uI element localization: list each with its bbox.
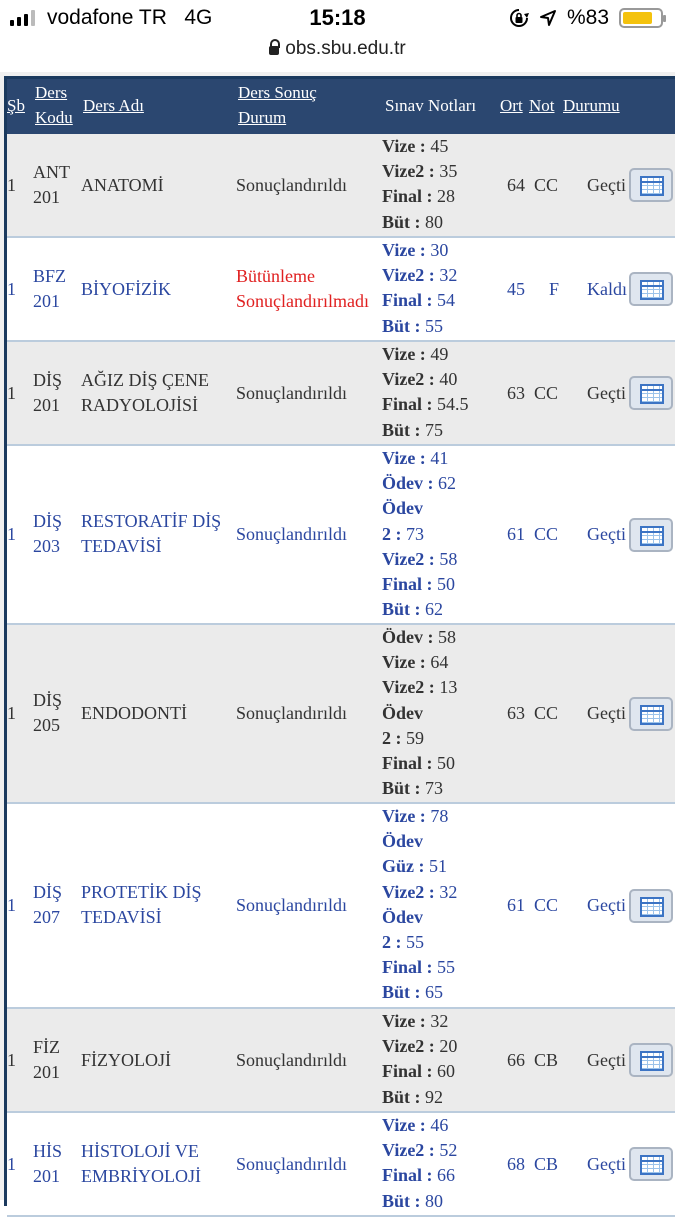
cell-sb: 1 bbox=[7, 703, 16, 723]
grade-label: 2 : bbox=[382, 523, 402, 544]
cell-status: Geçti bbox=[587, 895, 626, 915]
details-table-icon[interactable] bbox=[629, 697, 673, 731]
grade-label: Vize2 : bbox=[382, 1140, 435, 1161]
grade-label: Final : bbox=[382, 1061, 433, 1082]
table-grid-icon bbox=[640, 384, 664, 404]
grade-value: 49 bbox=[430, 344, 449, 364]
grade-label: Büt : bbox=[382, 1086, 421, 1107]
grade-line bbox=[382, 854, 457, 879]
grade-label: Vize : bbox=[382, 344, 426, 364]
cell-course-name[interactable]: BİYOFİZİK bbox=[81, 278, 171, 299]
grade-value: 50 bbox=[437, 574, 456, 595]
table-grid-icon bbox=[640, 897, 664, 917]
cell-code[interactable]: HİS bbox=[33, 1140, 63, 1161]
cell-average: 63 bbox=[507, 703, 525, 723]
cell-course-name-2[interactable]: TEDAVİSİ bbox=[81, 907, 162, 927]
grade-label: Büt : bbox=[382, 315, 421, 336]
grade-label: Vize2 : bbox=[382, 161, 435, 182]
cell-code: ANT bbox=[33, 161, 70, 182]
cell-grades bbox=[382, 446, 457, 622]
grade-label: Ödev : bbox=[382, 627, 434, 647]
cell-result-2: Sonuçlandırılmadı bbox=[236, 290, 369, 311]
grade-label: Final : bbox=[382, 1165, 433, 1186]
cell-average: 45 bbox=[507, 278, 525, 299]
grade-value: 55 bbox=[406, 932, 424, 953]
grade-label: Final : bbox=[382, 753, 433, 774]
grade-line bbox=[382, 625, 457, 650]
grades-table-container bbox=[0, 72, 675, 1211]
grade-line bbox=[382, 288, 457, 313]
cell-code: DİŞ bbox=[33, 369, 63, 390]
grade-line bbox=[382, 880, 457, 905]
grade-line bbox=[382, 263, 457, 288]
cell-code[interactable]: DİŞ bbox=[33, 882, 63, 902]
grade-label: Vize2 : bbox=[382, 677, 435, 698]
header-letter[interactable]: Not bbox=[529, 96, 555, 115]
table-row bbox=[7, 342, 675, 446]
grade-label: Büt : bbox=[382, 778, 421, 799]
details-table-icon[interactable] bbox=[629, 168, 673, 202]
lock-icon bbox=[269, 46, 279, 55]
grade-line bbox=[382, 1138, 457, 1163]
cell-result: Sonuçlandırıldı bbox=[236, 524, 347, 544]
table-body bbox=[7, 134, 675, 1217]
battery-icon bbox=[619, 8, 663, 28]
cell-course-name-2[interactable]: EMBRİYOLOJİ bbox=[81, 1165, 201, 1186]
cell-code: FİZ bbox=[33, 1036, 60, 1057]
header-code-1[interactable]: Ders bbox=[35, 83, 68, 102]
grade-label: Ödev bbox=[382, 906, 424, 927]
grade-line bbox=[382, 980, 457, 1005]
grade-line bbox=[382, 238, 457, 263]
cell-result: Sonuçlandırıldı bbox=[236, 703, 347, 723]
grade-value: 45 bbox=[430, 136, 449, 156]
grade-line bbox=[382, 572, 457, 597]
url-text: obs.sbu.edu.tr bbox=[285, 38, 406, 59]
grade-line bbox=[382, 314, 457, 339]
cell-result: Sonuçlandırıldı bbox=[236, 174, 347, 195]
grade-label: Ödev bbox=[382, 831, 424, 852]
cell-status: Geçti bbox=[587, 382, 626, 403]
cell-sb: 1 bbox=[7, 382, 16, 403]
grade-line bbox=[382, 367, 469, 392]
cell-letter-grade: F bbox=[549, 278, 560, 299]
cell-course-name-2[interactable]: TEDAVİSİ bbox=[81, 536, 162, 556]
cell-course-name: FİZYOLOJİ bbox=[81, 1049, 171, 1070]
cell-course-name[interactable]: PROTETİK DİŞ bbox=[81, 882, 202, 902]
cell-code-number: 201 bbox=[33, 186, 60, 207]
cell-course-name[interactable]: HİSTOLOJİ VE bbox=[81, 1140, 199, 1161]
cell-code: DİŞ bbox=[33, 690, 63, 710]
grade-value: 32 bbox=[439, 881, 458, 902]
grade-line bbox=[382, 905, 457, 930]
grade-value: 20 bbox=[439, 1036, 458, 1057]
details-table-icon[interactable] bbox=[629, 1043, 673, 1077]
grade-label: Vize : bbox=[382, 1011, 426, 1031]
cell-code-number[interactable]: 207 bbox=[33, 907, 60, 927]
table-grid-icon bbox=[640, 1155, 664, 1175]
grade-line bbox=[382, 522, 457, 547]
cell-course-name: AĞIZ DİŞ ÇENE bbox=[81, 369, 209, 390]
cell-code[interactable]: BFZ bbox=[33, 265, 67, 286]
cell-sb: 1 bbox=[7, 278, 16, 299]
table-row bbox=[7, 1009, 675, 1113]
grade-value: 64 bbox=[430, 652, 449, 673]
status-right bbox=[509, 6, 663, 30]
cell-result: Bütünleme bbox=[236, 265, 315, 286]
grades-table bbox=[7, 79, 675, 1217]
cell-result: Sonuçlandırıldı bbox=[236, 1049, 347, 1070]
cell-grades bbox=[382, 134, 457, 235]
grade-label: Büt : bbox=[382, 211, 421, 232]
grade-label: Büt : bbox=[382, 982, 421, 1003]
cell-course-name-2: RADYOLOJİSİ bbox=[81, 394, 198, 415]
cell-code-number[interactable]: 201 bbox=[33, 290, 60, 311]
grade-line bbox=[382, 1085, 457, 1110]
cell-code-number: 201 bbox=[33, 394, 60, 415]
header-code-2[interactable]: Kodu bbox=[35, 108, 73, 127]
grade-value: 75 bbox=[425, 419, 444, 440]
grade-line bbox=[382, 547, 457, 572]
clock: 15:18 bbox=[309, 5, 366, 30]
table-header bbox=[7, 79, 675, 134]
grade-label: Büt : bbox=[382, 1190, 421, 1211]
grade-label: Büt : bbox=[382, 599, 421, 620]
grade-value: 59 bbox=[406, 727, 424, 748]
cell-average: 68 bbox=[507, 1153, 525, 1174]
address-bar[interactable] bbox=[0, 38, 675, 68]
grade-line bbox=[382, 650, 457, 675]
grade-value: 54.5 bbox=[437, 394, 469, 415]
grade-label: Vize : bbox=[382, 806, 426, 826]
cell-letter-grade: CB bbox=[534, 1153, 559, 1174]
cell-code[interactable]: DİŞ bbox=[33, 511, 63, 531]
table-row bbox=[7, 238, 675, 342]
table-row bbox=[7, 1113, 675, 1217]
grade-value: 65 bbox=[425, 982, 444, 1003]
grade-line bbox=[382, 184, 457, 209]
grade-value: 32 bbox=[439, 265, 458, 286]
cell-status: Geçti bbox=[587, 1153, 626, 1174]
grade-value: 40 bbox=[439, 369, 458, 390]
cell-sb: 1 bbox=[7, 1049, 16, 1070]
grade-label: 2 : bbox=[382, 727, 402, 748]
grade-value: 50 bbox=[437, 753, 456, 774]
cell-course-name[interactable]: RESTORATİF DİŞ bbox=[81, 511, 222, 531]
cell-grades bbox=[382, 238, 457, 339]
grade-label: Güz : bbox=[382, 856, 425, 877]
grade-line bbox=[382, 1034, 457, 1059]
grade-line bbox=[382, 597, 457, 622]
table-row bbox=[7, 134, 675, 238]
grade-label: Final : bbox=[382, 186, 433, 207]
grade-line bbox=[382, 392, 469, 417]
details-table-icon[interactable] bbox=[629, 889, 673, 923]
grade-value: 80 bbox=[425, 211, 444, 232]
header-sb[interactable]: Şb bbox=[7, 96, 25, 115]
cell-average: 66 bbox=[507, 1049, 525, 1070]
cell-sb: 1 bbox=[7, 174, 16, 195]
grade-value: 51 bbox=[429, 856, 447, 877]
grade-value: 52 bbox=[439, 1140, 458, 1161]
table-grid-icon bbox=[640, 1051, 664, 1071]
grade-value: 78 bbox=[430, 806, 449, 826]
grade-label: Vize : bbox=[382, 1115, 426, 1135]
grade-label: Vize2 : bbox=[382, 548, 435, 569]
grade-value: 54 bbox=[437, 290, 456, 311]
grade-line bbox=[382, 701, 457, 726]
grade-label: Vize : bbox=[382, 652, 426, 673]
grade-value: 28 bbox=[437, 186, 456, 207]
cell-average: 61 bbox=[507, 895, 525, 915]
grade-label: Vize2 : bbox=[382, 265, 435, 286]
grade-line bbox=[382, 930, 457, 955]
cell-letter-grade: CC bbox=[534, 703, 559, 723]
table-grid-icon bbox=[640, 280, 664, 300]
grade-line bbox=[382, 210, 457, 235]
cell-code-number[interactable]: 201 bbox=[33, 1165, 60, 1186]
details-table-icon[interactable] bbox=[629, 518, 673, 552]
table-grid-icon bbox=[640, 526, 664, 546]
cell-code-number: 201 bbox=[33, 1061, 60, 1082]
cell-result: Sonuçlandırıldı bbox=[236, 1153, 347, 1174]
grade-label: Final : bbox=[382, 957, 433, 978]
table-grid-icon bbox=[640, 176, 664, 196]
grade-label: Final : bbox=[382, 574, 433, 595]
grade-line bbox=[382, 134, 457, 159]
table-row bbox=[7, 446, 675, 625]
header-avg[interactable]: Ort bbox=[500, 96, 523, 115]
grade-label: Vize : bbox=[382, 136, 426, 156]
cell-result: Sonuçlandırıldı bbox=[236, 895, 347, 915]
cell-code-number[interactable]: 203 bbox=[33, 536, 60, 556]
grade-line bbox=[382, 446, 457, 471]
grade-value: 46 bbox=[430, 1115, 449, 1135]
grade-label: Ödev : bbox=[382, 473, 434, 494]
grades-table-frame bbox=[4, 76, 675, 1211]
grade-line bbox=[382, 751, 457, 776]
cell-course-name: ANATOMİ bbox=[81, 174, 164, 195]
network-type: 4G bbox=[184, 6, 213, 29]
grade-label: 2 : bbox=[382, 932, 402, 953]
grade-value: 60 bbox=[437, 1061, 456, 1082]
cell-letter-grade: CC bbox=[534, 174, 559, 195]
grade-line bbox=[382, 418, 469, 443]
cell-letter-grade: CC bbox=[534, 895, 559, 915]
grade-label: Vize2 : bbox=[382, 1036, 435, 1057]
grade-line bbox=[382, 804, 457, 829]
cell-sb: 1 bbox=[7, 1153, 16, 1174]
grade-value: 58 bbox=[438, 627, 456, 647]
grade-line bbox=[382, 1189, 457, 1214]
grade-line bbox=[382, 675, 457, 700]
grade-value: 62 bbox=[438, 473, 456, 494]
header-grades: Sınav Notları bbox=[385, 96, 477, 115]
grade-value: 32 bbox=[430, 1011, 449, 1031]
cell-letter-grade: CB bbox=[534, 1049, 559, 1070]
grade-label: Ödev bbox=[382, 702, 424, 723]
table-row bbox=[7, 625, 675, 804]
status-bar bbox=[0, 0, 675, 38]
grade-value: 73 bbox=[425, 778, 444, 799]
carrier-label: vodafone TR bbox=[47, 6, 167, 29]
cell-status: Geçti bbox=[587, 174, 626, 195]
details-table-icon[interactable] bbox=[629, 1147, 673, 1181]
cell-code-number: 205 bbox=[33, 715, 60, 735]
details-table-icon[interactable] bbox=[629, 272, 673, 306]
cell-sb: 1 bbox=[7, 895, 16, 915]
battery-percent: %83 bbox=[566, 6, 609, 29]
grade-value: 80 bbox=[425, 1190, 444, 1211]
cell-status: Geçti bbox=[587, 524, 626, 544]
grade-line bbox=[382, 726, 457, 751]
grade-line bbox=[382, 496, 457, 521]
cell-letter-grade: CC bbox=[534, 524, 559, 544]
grade-line bbox=[382, 1059, 457, 1084]
cell-status: Kaldı bbox=[587, 278, 627, 299]
grade-value: 55 bbox=[437, 957, 456, 978]
grade-value: 73 bbox=[406, 523, 424, 544]
cell-course-name: ENDODONTİ bbox=[81, 703, 187, 723]
orientation-lock-icon bbox=[509, 8, 529, 28]
cell-status: Geçti bbox=[587, 703, 626, 723]
grade-line bbox=[382, 776, 457, 801]
cell-grades bbox=[382, 1113, 457, 1214]
grade-line bbox=[382, 159, 457, 184]
grade-label: Ödev bbox=[382, 498, 424, 519]
grade-value: 55 bbox=[425, 315, 444, 336]
grade-line bbox=[382, 471, 457, 496]
cell-grades bbox=[382, 342, 469, 443]
header-result-2[interactable]: Durum bbox=[238, 108, 287, 127]
header-status[interactable]: Durumu bbox=[563, 96, 620, 115]
table-row bbox=[7, 804, 675, 1009]
cell-average: 64 bbox=[507, 174, 525, 195]
cell-average: 61 bbox=[507, 524, 525, 544]
details-table-icon[interactable] bbox=[629, 376, 673, 410]
grade-value: 92 bbox=[425, 1086, 444, 1107]
cell-status: Geçti bbox=[587, 1049, 626, 1070]
grade-label: Vize : bbox=[382, 240, 426, 260]
cell-grades bbox=[382, 1009, 457, 1110]
cell-average: 63 bbox=[507, 382, 525, 403]
cell-grades bbox=[382, 804, 457, 1006]
grade-line bbox=[382, 1113, 457, 1138]
cell-letter-grade: CC bbox=[534, 382, 559, 403]
grade-value: 58 bbox=[439, 548, 458, 569]
grade-line bbox=[382, 342, 469, 367]
grade-line bbox=[382, 955, 457, 980]
grade-label: Vize2 : bbox=[382, 369, 435, 390]
grade-value: 35 bbox=[439, 161, 458, 182]
grade-label: Final : bbox=[382, 290, 433, 311]
grade-label: Final : bbox=[382, 394, 433, 415]
cell-grades bbox=[382, 625, 457, 801]
grade-value: 41 bbox=[430, 448, 449, 468]
table-grid-icon bbox=[640, 705, 664, 725]
header-result-1[interactable]: Ders Sonuç bbox=[238, 83, 317, 102]
grade-label: Vize : bbox=[382, 448, 426, 468]
grade-value: 13 bbox=[439, 677, 458, 698]
cell-result: Sonuçlandırıldı bbox=[236, 382, 347, 403]
grade-value: 62 bbox=[425, 599, 444, 620]
grade-value: 66 bbox=[437, 1165, 456, 1186]
grade-line bbox=[382, 1163, 457, 1188]
grade-label: Büt : bbox=[382, 419, 421, 440]
grade-line bbox=[382, 829, 457, 854]
grade-line bbox=[382, 1009, 457, 1034]
grade-label: Vize2 : bbox=[382, 881, 435, 902]
header-name[interactable]: Ders Adı bbox=[83, 96, 144, 115]
location-arrow-icon bbox=[539, 9, 557, 27]
cell-sb: 1 bbox=[7, 524, 16, 544]
grade-value: 30 bbox=[430, 240, 449, 260]
